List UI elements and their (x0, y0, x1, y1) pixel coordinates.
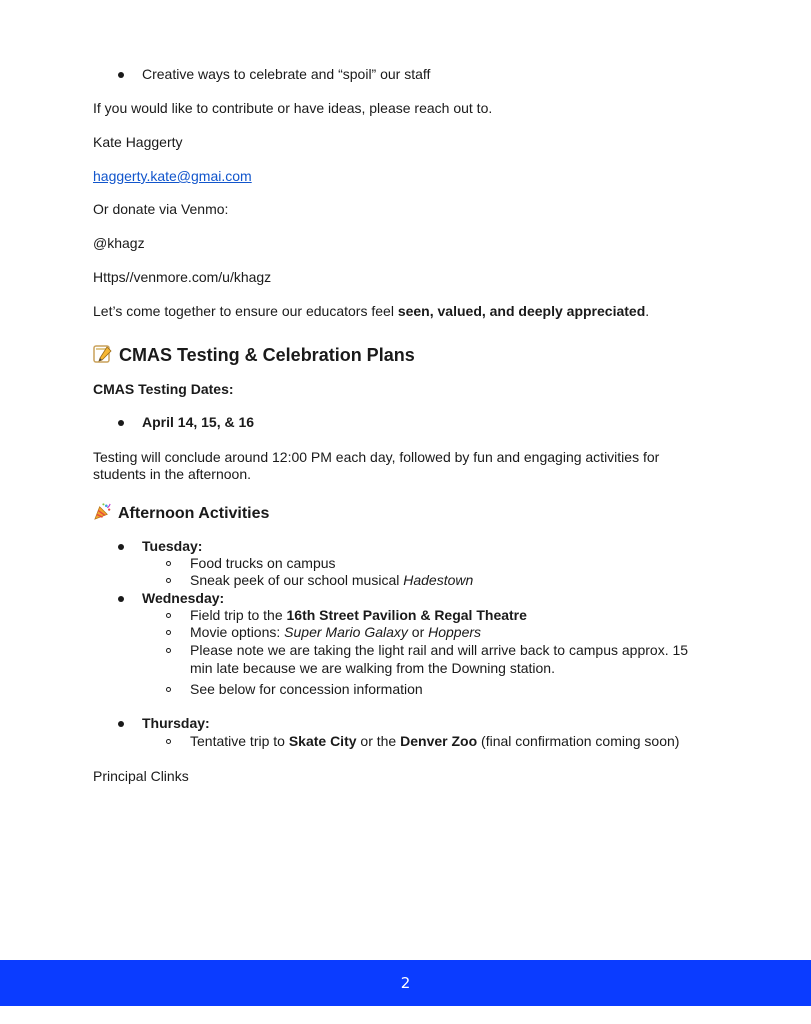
sub-list-item-text: Tentative trip to Skate City or the Denver Zoo (final confirmation coming soon) (190, 733, 680, 749)
sub-bullet-icon (166, 578, 171, 583)
sub-bullet-icon (166, 630, 171, 635)
bullet-icon (118, 72, 124, 78)
sub-list-item-text: Sneak peek of our school musical Hadestown (190, 572, 474, 588)
sub-list-item-text-cont: min late because we are walking from the Downing station. (190, 660, 555, 676)
bullet-icon (118, 596, 124, 602)
thursday-label: Thursday: (142, 715, 210, 731)
sub-list-item-text: Field trip to the 16th Street Pavilion & Regal Theatre (190, 607, 527, 623)
cmas-conclusion-line1: Testing will conclude around 12:00 PM each day, followed by fun and engaging activities for (93, 449, 660, 465)
page-footer (0, 960, 811, 1006)
signature: Principal Clinks (93, 768, 189, 784)
sub-bullet-icon (166, 687, 171, 692)
cmas-dates: April 14, 15, & 16 (142, 414, 255, 430)
email-link[interactable]: haggerty.kate@gmai.com (93, 168, 252, 184)
tuesday-label: Tuesday: (142, 538, 203, 554)
sub-list-item-text: Please note we are taking the light rail and will arrive back to campus approx. 15 (190, 642, 689, 658)
venmo-url: Https//venmore.com/u/khagz (93, 269, 272, 285)
activities-heading: Afternoon Activities (93, 502, 269, 527)
cmas-heading: CMAS Testing & Celebration Plans (93, 344, 415, 369)
closing-text: Let’s come together to ensure our educators feel seen, valued, and deeply appreciated. (93, 303, 650, 319)
bullet-icon (118, 544, 124, 550)
page-number: 2 (400, 974, 411, 992)
contribute-text: If you would like to contribute or have ideas, please reach out to. (93, 100, 493, 116)
wednesday-label: Wednesday: (142, 590, 225, 606)
sub-list-item-text: Food trucks on campus (190, 555, 336, 571)
venmo-intro: Or donate via Venmo: (93, 201, 229, 217)
sub-bullet-icon (166, 561, 171, 566)
cmas-conclusion-line2: students in the afternoon. (93, 466, 251, 482)
party-popper-icon (93, 502, 112, 527)
contact-name: Kate Haggerty (93, 134, 183, 150)
venmo-handle: @khagz (93, 235, 145, 251)
cmas-dates-label: CMAS Testing Dates: (93, 381, 234, 397)
list-item-text: Creative ways to celebrate and “spoil” our staff (142, 66, 431, 82)
memo-icon (93, 344, 113, 369)
bullet-icon (118, 420, 124, 426)
bullet-icon (118, 721, 124, 727)
sub-list-item-text: See below for concession information (190, 681, 423, 697)
sub-bullet-icon (166, 739, 171, 744)
sub-bullet-icon (166, 648, 171, 653)
sub-bullet-icon (166, 613, 171, 618)
sub-list-item-text: Movie options: Super Mario Galaxy or Hoppers (190, 624, 482, 640)
